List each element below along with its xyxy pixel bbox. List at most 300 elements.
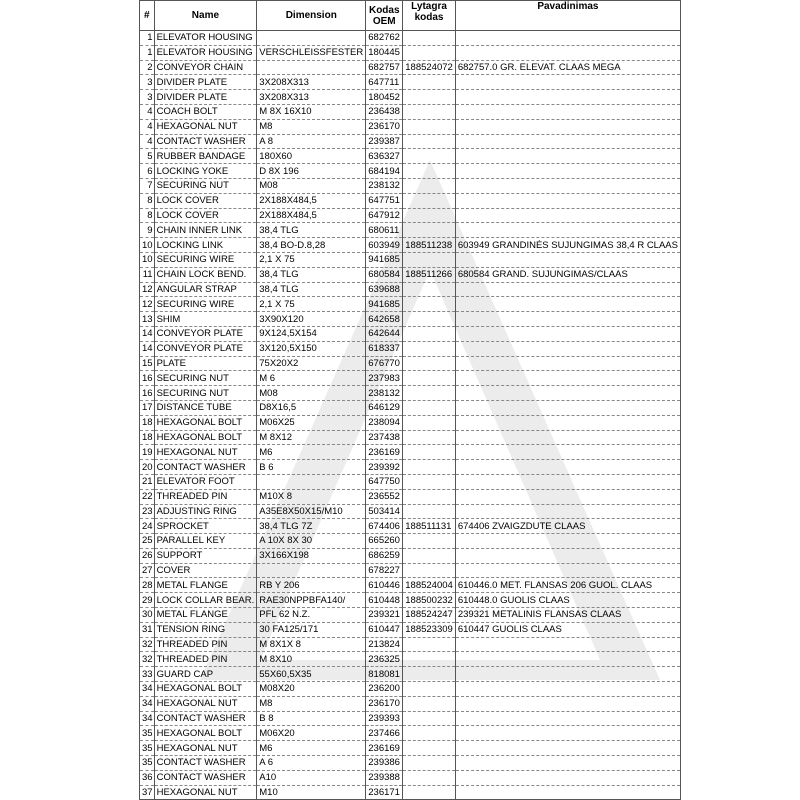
part-dimension-cell: D8X16,5 — [257, 400, 366, 415]
table-row — [140, 400, 681, 415]
part-name-cell: CONTACT WASHER — [154, 460, 257, 475]
pavadinimas-cell — [455, 667, 680, 682]
oem-code-cell: 639688 — [366, 282, 403, 297]
pavadinimas-cell — [455, 119, 680, 134]
part-dimension-cell — [257, 563, 366, 578]
pavadinimas-cell — [455, 400, 680, 415]
pavadinimas-cell — [455, 548, 680, 563]
lytagra-code-cell: 188511131 — [403, 519, 456, 534]
table-row — [140, 785, 681, 800]
part-dimension-cell: M 8X1X 8 — [257, 637, 366, 652]
part-name-cell: METAL FLANGE — [154, 608, 257, 623]
part-name-cell: COVER — [154, 563, 257, 578]
row-num-cell: 5 — [140, 149, 155, 164]
part-name-cell: LOCK COVER — [154, 208, 257, 223]
pavadinimas-cell — [455, 282, 680, 297]
oem-code-cell: 680611 — [366, 223, 403, 238]
row-num-cell: 13 — [140, 312, 155, 327]
table-row — [140, 75, 681, 90]
table-row — [140, 608, 681, 623]
part-name-cell: ELEVATOR HOUSING — [154, 31, 257, 46]
lytagra-code-cell — [403, 31, 456, 46]
oem-code-cell: 239388 — [366, 770, 403, 785]
table-row — [140, 711, 681, 726]
oem-code-cell: 642644 — [366, 326, 403, 341]
lytagra-code-cell — [403, 297, 456, 312]
part-name-cell: CONVEYOR PLATE — [154, 326, 257, 341]
part-name-cell: CHAIN INNER LINK — [154, 223, 257, 238]
oem-code-cell: 213824 — [366, 637, 403, 652]
oem-code-cell: 647711 — [366, 75, 403, 90]
table-row — [140, 252, 681, 267]
pavadinimas-cell — [455, 563, 680, 578]
lytagra-code-cell — [403, 696, 456, 711]
lytagra-code-cell — [403, 711, 456, 726]
oem-code-cell: 676770 — [366, 356, 403, 371]
table-row — [140, 770, 681, 785]
col-header-kodas-oem-line2: OEM — [372, 15, 396, 27]
pavadinimas-cell — [455, 489, 680, 504]
pavadinimas-cell — [455, 534, 680, 549]
col-header-pavadinimas: Pavadinimas — [455, 1, 680, 31]
table-row — [140, 622, 681, 637]
part-name-cell: HEXAGONAL NUT — [154, 119, 257, 134]
row-num-cell: 35 — [140, 756, 155, 771]
part-name-cell: LOCKING LINK — [154, 238, 257, 253]
part-name-cell: DIVIDER PLATE — [154, 90, 257, 105]
header-row — [140, 1, 681, 31]
row-num-cell: 14 — [140, 341, 155, 356]
part-dimension-cell: M8 — [257, 119, 366, 134]
part-name-cell: RUBBER BANDAGE — [154, 149, 257, 164]
part-dimension-cell: RB Y 206 — [257, 578, 366, 593]
pavadinimas-cell — [455, 652, 680, 667]
part-name-cell: LOCKING YOKE — [154, 164, 257, 179]
part-name-cell: CHAIN LOCK BEND. — [154, 267, 257, 282]
pavadinimas-cell — [455, 756, 680, 771]
part-dimension-cell: M6 — [257, 741, 366, 756]
pavadinimas-cell — [455, 637, 680, 652]
col-header-dimension: Dimension — [257, 1, 366, 31]
pavadinimas-cell — [455, 149, 680, 164]
table-row — [140, 578, 681, 593]
lytagra-code-cell — [403, 474, 456, 489]
oem-code-cell: 642658 — [366, 312, 403, 327]
part-name-cell: SECURING WIRE — [154, 252, 257, 267]
row-num-cell: 18 — [140, 415, 155, 430]
part-dimension-cell — [257, 474, 366, 489]
table-row — [140, 60, 681, 75]
part-dimension-cell: M10 — [257, 785, 366, 800]
table-row — [140, 726, 681, 741]
lytagra-code-cell — [403, 104, 456, 119]
row-num-cell: 19 — [140, 445, 155, 460]
lytagra-code-cell — [403, 445, 456, 460]
lytagra-code-cell — [403, 208, 456, 223]
pavadinimas-cell — [455, 415, 680, 430]
lytagra-code-cell — [403, 652, 456, 667]
part-name-cell: PLATE — [154, 356, 257, 371]
table-row — [140, 282, 681, 297]
part-name-cell: HEXAGONAL BOLT — [154, 726, 257, 741]
pavadinimas-cell — [455, 31, 680, 46]
table-row — [140, 652, 681, 667]
oem-code-cell: 503414 — [366, 504, 403, 519]
table-row — [140, 696, 681, 711]
part-name-cell: DIVIDER PLATE — [154, 75, 257, 90]
lytagra-code-cell — [403, 637, 456, 652]
oem-code-cell: 603949 — [366, 238, 403, 253]
col-header-kodas-oem — [366, 1, 403, 31]
pavadinimas-cell — [455, 770, 680, 785]
col-header-lytagra-line2: kodas — [414, 12, 444, 23]
part-name-cell: THREADED PIN — [154, 652, 257, 667]
table-row — [140, 445, 681, 460]
row-num-cell: 4 — [140, 134, 155, 149]
oem-code-cell: 236169 — [366, 741, 403, 756]
part-name-cell: CONTACT WASHER — [154, 134, 257, 149]
pavadinimas-cell — [455, 252, 680, 267]
pavadinimas-cell — [455, 223, 680, 238]
oem-code-cell: 665260 — [366, 534, 403, 549]
row-num-cell: 32 — [140, 637, 155, 652]
part-name-cell: HEXAGONAL NUT — [154, 785, 257, 800]
row-num-cell: 29 — [140, 593, 155, 608]
pavadinimas-cell — [455, 430, 680, 445]
row-num-cell: 3 — [140, 90, 155, 105]
oem-code-cell: 684194 — [366, 164, 403, 179]
pavadinimas-cell: 239321 METALINIS FLANSAS CLAAS — [455, 608, 680, 623]
part-dimension-cell: 38,4 TLG — [257, 267, 366, 282]
oem-code-cell: 238094 — [366, 415, 403, 430]
table-row — [140, 504, 681, 519]
row-num-cell: 34 — [140, 711, 155, 726]
pavadinimas-cell — [455, 741, 680, 756]
row-num-cell: 34 — [140, 696, 155, 711]
oem-code-cell: 680584 — [366, 267, 403, 282]
part-dimension-cell: M8 — [257, 696, 366, 711]
table-row — [140, 326, 681, 341]
table-row — [140, 371, 681, 386]
col-header-num: # — [140, 1, 155, 31]
lytagra-code-cell — [403, 178, 456, 193]
lytagra-code-cell — [403, 400, 456, 415]
pavadinimas-cell — [455, 297, 680, 312]
row-num-cell: 15 — [140, 356, 155, 371]
lytagra-code-cell — [403, 785, 456, 800]
pavadinimas-cell — [455, 326, 680, 341]
parts-sheet — [139, 0, 681, 800]
lytagra-code-cell — [403, 726, 456, 741]
oem-code-cell: 236169 — [366, 445, 403, 460]
col-header-kodas-oem-line1: Kodas — [368, 4, 400, 16]
part-name-cell: SECURING NUT — [154, 386, 257, 401]
lytagra-code-cell — [403, 430, 456, 445]
lytagra-code-cell: 188524247 — [403, 608, 456, 623]
oem-code-cell: 180452 — [366, 90, 403, 105]
part-dimension-cell: 3X208X313 — [257, 75, 366, 90]
part-name-cell: CONTACT WASHER — [154, 770, 257, 785]
part-dimension-cell: M10X 8 — [257, 489, 366, 504]
col-header-lytagra-kodas — [403, 1, 456, 31]
part-dimension-cell — [257, 31, 366, 46]
oem-code-cell: 646129 — [366, 400, 403, 415]
part-name-cell: METAL FLANGE — [154, 578, 257, 593]
lytagra-code-cell — [403, 119, 456, 134]
part-dimension-cell: M6 — [257, 445, 366, 460]
table-row — [140, 238, 681, 253]
pavadinimas-cell: 680584 GRAND. SUJUNGIMAS/CLAAS — [455, 267, 680, 282]
pavadinimas-cell — [455, 356, 680, 371]
row-num-cell: 14 — [140, 326, 155, 341]
oem-code-cell: 238132 — [366, 178, 403, 193]
part-dimension-cell: A35E8X50X15/M10 — [257, 504, 366, 519]
table-row — [140, 593, 681, 608]
pavadinimas-cell — [455, 474, 680, 489]
row-num-cell: 22 — [140, 489, 155, 504]
table-row — [140, 682, 681, 697]
pavadinimas-cell: 610446.0 MET. FLANSAS 206 GUOL. CLAAS — [455, 578, 680, 593]
part-dimension-cell: 38,4 TLG — [257, 223, 366, 238]
row-num-cell: 28 — [140, 578, 155, 593]
oem-code-cell: 236438 — [366, 104, 403, 119]
lytagra-code-cell — [403, 223, 456, 238]
pavadinimas-cell — [455, 134, 680, 149]
part-dimension-cell: M 8X10 — [257, 652, 366, 667]
table-row — [140, 341, 681, 356]
row-num-cell: 37 — [140, 785, 155, 800]
lytagra-code-cell — [403, 504, 456, 519]
lytagra-code-cell — [403, 667, 456, 682]
row-num-cell: 21 — [140, 474, 155, 489]
oem-code-cell: 239387 — [366, 134, 403, 149]
table-row — [140, 297, 681, 312]
lytagra-code-cell — [403, 548, 456, 563]
row-num-cell: 32 — [140, 652, 155, 667]
row-num-cell: 16 — [140, 371, 155, 386]
pavadinimas-cell — [455, 90, 680, 105]
row-num-cell: 10 — [140, 252, 155, 267]
pavadinimas-cell — [455, 682, 680, 697]
part-name-cell: ELEVATOR FOOT — [154, 474, 257, 489]
lytagra-code-cell — [403, 326, 456, 341]
part-name-cell: DISTANCE TUBE — [154, 400, 257, 415]
oem-code-cell: 239393 — [366, 711, 403, 726]
lytagra-code-cell: 188500232 — [403, 593, 456, 608]
pavadinimas-cell: 610447 GUOLIS CLAAS — [455, 622, 680, 637]
part-name-cell: ADJUSTING RING — [154, 504, 257, 519]
part-name-cell: PARALLEL KEY — [154, 534, 257, 549]
row-num-cell: 23 — [140, 504, 155, 519]
oem-code-cell: 238132 — [366, 386, 403, 401]
lytagra-code-cell — [403, 282, 456, 297]
row-num-cell: 7 — [140, 178, 155, 193]
oem-code-cell: 237438 — [366, 430, 403, 445]
row-num-cell: 33 — [140, 667, 155, 682]
table-row — [140, 356, 681, 371]
pavadinimas-cell — [455, 726, 680, 741]
table-row — [140, 667, 681, 682]
part-dimension-cell: M 8X12 — [257, 430, 366, 445]
lytagra-code-cell — [403, 193, 456, 208]
pavadinimas-cell: 603949 GRANDINĖS SUJUNGIMAS 38,4 R CLAAS — [455, 238, 680, 253]
row-num-cell: 12 — [140, 297, 155, 312]
lytagra-code-cell — [403, 252, 456, 267]
part-dimension-cell: D 8X 196 — [257, 164, 366, 179]
lytagra-code-cell — [403, 75, 456, 90]
parts-table — [139, 0, 681, 800]
oem-code-cell: 647912 — [366, 208, 403, 223]
row-num-cell: 8 — [140, 193, 155, 208]
table-row — [140, 312, 681, 327]
pavadinimas-cell — [455, 164, 680, 179]
part-dimension-cell: 3X90X120 — [257, 312, 366, 327]
table-row — [140, 474, 681, 489]
row-num-cell: 35 — [140, 726, 155, 741]
part-name-cell: THREADED PIN — [154, 489, 257, 504]
pavadinimas-cell — [455, 696, 680, 711]
part-dimension-cell: A 10X 8X 30 — [257, 534, 366, 549]
oem-code-cell: 636327 — [366, 149, 403, 164]
lytagra-code-cell — [403, 134, 456, 149]
lytagra-code-cell — [403, 356, 456, 371]
table-row — [140, 45, 681, 60]
part-name-cell: SUPPORT — [154, 548, 257, 563]
part-name-cell: SHIM — [154, 312, 257, 327]
oem-code-cell: 236552 — [366, 489, 403, 504]
lytagra-code-cell: 188523309 — [403, 622, 456, 637]
oem-code-cell: 236170 — [366, 696, 403, 711]
table-row — [140, 415, 681, 430]
oem-code-cell: 180445 — [366, 45, 403, 60]
part-dimension-cell: 38,4 TLG 7Z — [257, 519, 366, 534]
pavadinimas-cell — [455, 341, 680, 356]
row-num-cell: 1 — [140, 45, 155, 60]
part-dimension-cell: M06X20 — [257, 726, 366, 741]
part-dimension-cell: M 8X 16X10 — [257, 104, 366, 119]
row-num-cell: 36 — [140, 770, 155, 785]
part-dimension-cell: 55X60,5X35 — [257, 667, 366, 682]
lytagra-code-cell: 188511266 — [403, 267, 456, 282]
pavadinimas-cell: 682757.0 GR. ELEVAT. CLAAS MEGA — [455, 60, 680, 75]
part-name-cell: SECURING NUT — [154, 178, 257, 193]
pavadinimas-cell — [455, 371, 680, 386]
part-name-cell: CONVEYOR CHAIN — [154, 60, 257, 75]
oem-code-cell: 941685 — [366, 252, 403, 267]
part-dimension-cell: B 6 — [257, 460, 366, 475]
oem-code-cell: 239321 — [366, 608, 403, 623]
lytagra-code-cell — [403, 534, 456, 549]
row-num-cell: 6 — [140, 164, 155, 179]
pavadinimas-cell — [455, 312, 680, 327]
part-dimension-cell: M08 — [257, 178, 366, 193]
table-row — [140, 104, 681, 119]
table-row — [140, 149, 681, 164]
pavadinimas-cell — [455, 104, 680, 119]
row-num-cell: 4 — [140, 119, 155, 134]
row-num-cell: 8 — [140, 208, 155, 223]
part-name-cell: SECURING WIRE — [154, 297, 257, 312]
table-row — [140, 534, 681, 549]
table-row — [140, 119, 681, 134]
part-name-cell: HEXAGONAL BOLT — [154, 682, 257, 697]
row-num-cell: 9 — [140, 223, 155, 238]
table-row — [140, 460, 681, 475]
row-num-cell: 11 — [140, 267, 155, 282]
oem-code-cell: 610448 — [366, 593, 403, 608]
part-dimension-cell: M 6 — [257, 371, 366, 386]
col-header-lytagra-line1: Lytagra — [411, 1, 447, 12]
row-num-cell: 30 — [140, 608, 155, 623]
table-row — [140, 548, 681, 563]
part-dimension-cell: A10 — [257, 770, 366, 785]
row-num-cell: 17 — [140, 400, 155, 415]
lytagra-code-cell — [403, 460, 456, 475]
table-row — [140, 519, 681, 534]
part-name-cell: CONTACT WASHER — [154, 711, 257, 726]
part-dimension-cell: VERSCHLEISSFESTER — [257, 45, 366, 60]
part-dimension-cell: M08X20 — [257, 682, 366, 697]
pavadinimas-cell: 674406 ZVAIGZDUTE CLAAS — [455, 519, 680, 534]
pavadinimas-cell — [455, 711, 680, 726]
oem-code-cell: 236200 — [366, 682, 403, 697]
row-num-cell: 26 — [140, 548, 155, 563]
part-dimension-cell: 2X188X484,5 — [257, 193, 366, 208]
table-row — [140, 637, 681, 652]
row-num-cell: 10 — [140, 238, 155, 253]
part-name-cell: HEXAGONAL NUT — [154, 741, 257, 756]
part-dimension-cell: 30 FA125/171 — [257, 622, 366, 637]
part-dimension-cell: 38,4 BO-D.8,28 — [257, 238, 366, 253]
part-dimension-cell: 9X124,5X154 — [257, 326, 366, 341]
row-num-cell: 27 — [140, 563, 155, 578]
oem-code-cell: 237983 — [366, 371, 403, 386]
part-name-cell: CONTACT WASHER — [154, 756, 257, 771]
oem-code-cell: 818081 — [366, 667, 403, 682]
pavadinimas-cell — [455, 504, 680, 519]
part-name-cell: SPROCKET — [154, 519, 257, 534]
table-row — [140, 489, 681, 504]
row-num-cell: 16 — [140, 386, 155, 401]
oem-code-cell: 237466 — [366, 726, 403, 741]
oem-code-cell: 678227 — [366, 563, 403, 578]
part-name-cell: SECURING NUT — [154, 371, 257, 386]
pavadinimas-cell — [455, 445, 680, 460]
part-dimension-cell: 3X166X198 — [257, 548, 366, 563]
part-dimension-cell: PFL 62 N.Z. — [257, 608, 366, 623]
lytagra-code-cell — [403, 90, 456, 105]
part-dimension-cell: 2,1 X 75 — [257, 297, 366, 312]
lytagra-code-cell — [403, 45, 456, 60]
table-row — [140, 430, 681, 445]
row-num-cell: 31 — [140, 622, 155, 637]
part-dimension-cell: 3X120,5X150 — [257, 341, 366, 356]
lytagra-code-cell — [403, 741, 456, 756]
oem-code-cell: 647751 — [366, 193, 403, 208]
row-num-cell: 24 — [140, 519, 155, 534]
lytagra-code-cell: 188511238 — [403, 238, 456, 253]
oem-code-cell: 618337 — [366, 341, 403, 356]
oem-code-cell: 239386 — [366, 756, 403, 771]
table-row — [140, 134, 681, 149]
oem-code-cell: 610446 — [366, 578, 403, 593]
col-header-name: Name — [154, 1, 257, 31]
oem-code-cell: 610447 — [366, 622, 403, 637]
row-num-cell: 25 — [140, 534, 155, 549]
table-row — [140, 90, 681, 105]
row-num-cell: 20 — [140, 460, 155, 475]
part-name-cell: CONVEYOR PLATE — [154, 341, 257, 356]
